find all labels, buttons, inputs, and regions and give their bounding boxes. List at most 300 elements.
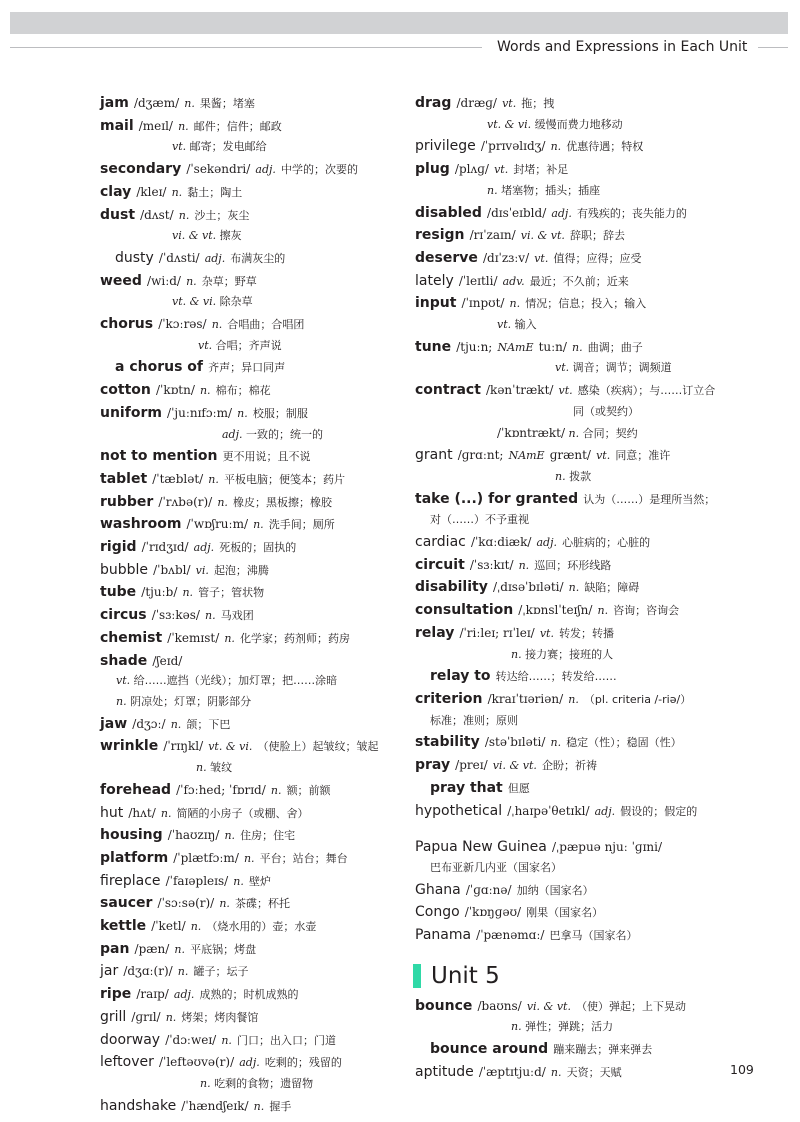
unit-heading	[413, 961, 745, 991]
headword: relay to	[430, 668, 491, 685]
headword: dusty	[115, 249, 154, 266]
phonetic: /tjuːb/	[141, 585, 178, 600]
part-of-speech: vt.	[494, 163, 509, 177]
entry-continuation	[415, 115, 745, 136]
headword: drag	[415, 95, 452, 111]
entry-continuation	[415, 711, 745, 732]
headword: washroom	[100, 516, 182, 533]
part-of-speech: n.	[186, 274, 197, 288]
phonetic: /kraɪˈtɪəriən/	[487, 691, 564, 706]
part-of-speech: n.	[178, 119, 189, 133]
headword: weed	[100, 272, 142, 289]
definition: 橡皮；黑板擦；橡胶	[233, 495, 332, 509]
vocab-entry	[415, 901, 745, 924]
headword: jaw	[100, 715, 128, 732]
headword: pray that	[430, 779, 503, 796]
vocab-entry	[415, 800, 745, 823]
top-gray-band	[10, 12, 788, 34]
definition: 封堵；补足	[513, 163, 569, 177]
part-of-speech: adv.	[502, 274, 525, 288]
headword: Panama	[415, 927, 472, 944]
definition: 一致的；统一的	[246, 427, 324, 441]
part-of-speech: n.	[177, 965, 189, 979]
phonetic: /ˈkɒŋɡəʊ/	[464, 905, 522, 920]
headword: bounce around	[430, 1041, 549, 1058]
phonetic: /ˈrʌbə(r)/	[158, 494, 213, 509]
vocab-entry	[100, 379, 398, 402]
running-header-title: Words and Expressions in Each Unit	[497, 39, 748, 55]
headword: disabled	[415, 204, 482, 221]
variant-label: NAmE	[497, 340, 534, 354]
vocab-entry	[415, 202, 745, 225]
definition: 缺陷；障碍	[584, 581, 640, 595]
definition: 弹性；弹跳；活力	[525, 1020, 614, 1034]
phonetic: /plʌɡ/	[454, 162, 489, 177]
part-of-speech: n.	[568, 581, 580, 595]
headword: saucer	[100, 895, 153, 912]
definition: 调音；调节；调频道	[572, 361, 672, 375]
part-of-speech: n.	[568, 426, 580, 440]
part-of-speech: n.	[208, 472, 219, 486]
definition: 巴拿马（国家名）	[549, 929, 638, 943]
phonetic: /dʌst/	[140, 207, 174, 222]
definition: 值得；应得；应受	[553, 251, 642, 265]
part-of-speech: n.	[160, 806, 172, 820]
part-of-speech: vi. & vt.	[526, 999, 571, 1013]
headword: jar	[100, 963, 119, 980]
vocab-entry	[415, 731, 745, 754]
phonetic: /ˈfaɪəpleɪs/	[165, 873, 229, 888]
part-of-speech: adj.	[204, 251, 226, 265]
phonetic: /ˈkɑːdiæk/	[470, 535, 532, 550]
phonetic: /ˈriːleɪ; rɪˈleɪ/	[459, 625, 535, 640]
phonetic: /ˈpænəmɑː/	[476, 928, 545, 943]
definition: 颌；下巴	[186, 717, 231, 731]
vocab-entry	[415, 554, 745, 577]
right-column	[415, 92, 745, 1084]
headword: privilege	[415, 138, 476, 155]
entry-continuation	[100, 226, 398, 247]
part-of-speech: n.	[184, 97, 195, 110]
phonetic: /ˌdɪsəˈbɪləti/	[492, 580, 564, 595]
entry-continuation	[415, 510, 745, 531]
vocab-entry	[415, 576, 745, 599]
vocab-entry	[100, 513, 398, 536]
definition: 皱纹	[210, 761, 233, 775]
part-of-speech: n.	[270, 783, 282, 797]
definition: 拖；拽	[521, 97, 555, 110]
definition: 对（……）不予重视	[430, 513, 529, 527]
definition: 给……遮挡（光线）；加灯罩；把……涂暗	[133, 674, 338, 688]
headword: tablet	[100, 470, 148, 487]
headword: bounce	[415, 997, 473, 1014]
vocab-entry	[100, 627, 398, 650]
headword: secondary	[100, 161, 182, 178]
variant-phonetic: tuːn/	[538, 339, 567, 354]
headword: cotton	[100, 382, 151, 399]
part-of-speech: adj.	[239, 1056, 260, 1070]
vocab-entry	[100, 915, 398, 938]
headword: disability	[415, 579, 488, 596]
vocab-entry	[100, 892, 398, 915]
entry-continuation	[100, 425, 398, 446]
definition: 拨款	[569, 469, 592, 483]
phonetic: /ˈkɒtn/	[155, 383, 195, 398]
vocab-entry	[415, 754, 745, 777]
part-of-speech: n.	[174, 942, 185, 956]
definition: 齐声；异口同声	[208, 361, 286, 375]
part-of-speech: adj.	[255, 163, 276, 177]
headword: not to mention	[100, 448, 218, 465]
phonetic: /ˈrɪŋkl/	[163, 739, 204, 754]
phonetic: /preɪ/	[455, 758, 488, 773]
phonetic: /pæn/	[134, 941, 170, 956]
part-of-speech: adj.	[173, 988, 195, 1002]
vocab-entry	[415, 379, 745, 402]
definition: 洗手间；厕所	[268, 518, 335, 532]
vocab-entry	[100, 402, 398, 425]
entry-continuation	[415, 858, 745, 879]
vocab-entry	[415, 599, 745, 622]
phonetic: /ˈhaʊzɪŋ/	[167, 828, 220, 843]
headword: tube	[100, 584, 137, 601]
entry-continuation	[100, 692, 398, 713]
headword: forehead	[100, 781, 172, 798]
phonetic: /ˈdʌsti/	[158, 250, 200, 265]
definition: 住房；住宅	[240, 829, 296, 843]
definition: 转达给……；转发给……	[495, 670, 617, 684]
vocab-entry	[100, 158, 398, 181]
phonetic: /ˈæptɪtjuːd/	[478, 1064, 546, 1079]
phonetic: /dɪˈzɜːv/	[482, 250, 530, 265]
part-of-speech: adj.	[222, 427, 243, 441]
definition: 马戏团	[220, 609, 254, 623]
vocab-entry	[100, 445, 398, 468]
headword: uniform	[100, 404, 162, 421]
vocab-entry	[100, 650, 398, 672]
part-of-speech: adj.	[536, 536, 557, 550]
part-of-speech: vt.	[172, 140, 187, 154]
definition: 壁炉	[248, 874, 271, 888]
part-of-speech: n.	[165, 1010, 177, 1024]
definition: 认为（……）是理所当然；	[583, 492, 716, 506]
part-of-speech: adj.	[193, 541, 215, 555]
vocab-entry	[100, 356, 398, 379]
headword: leftover	[100, 1054, 154, 1071]
vocab-entry	[415, 924, 745, 947]
vocab-entry	[100, 491, 398, 514]
phonetic: /ˈprɪvəlɪdʒ/	[480, 139, 546, 154]
entry-continuation	[100, 1074, 398, 1095]
phonetic: /dʒɔː/	[132, 716, 166, 731]
definition: 堵塞物；插头；插座	[501, 183, 601, 197]
part-of-speech: n.	[509, 297, 521, 311]
headword: chemist	[100, 629, 163, 646]
vocab-entry	[415, 444, 745, 467]
headword: criterion	[415, 690, 483, 707]
phonetic: /hʌt/	[128, 805, 156, 820]
definition: 咨询；咨询会	[613, 604, 680, 618]
definition: 合同；契约	[582, 426, 638, 440]
headword: pan	[100, 940, 130, 957]
definition: 巴布亚新几内亚（国家名）	[430, 860, 562, 874]
definition: （使）弹起；上下晃动	[576, 999, 687, 1013]
vocab-entry	[100, 204, 398, 227]
part-of-speech: vt.	[596, 449, 611, 463]
headword: doorway	[100, 1031, 161, 1048]
definition: 同意；准许	[615, 449, 671, 463]
phonetic: /ˈketl/	[151, 919, 186, 934]
part-of-speech: n.	[597, 604, 609, 618]
phonetic: /dʒæm/	[133, 96, 180, 110]
definition: 校服；制服	[252, 406, 308, 420]
phonetic: /dræɡ/	[456, 96, 497, 110]
definition: 平板电脑；便笺本；药片	[223, 472, 345, 486]
definition: 巡回；环形线路	[534, 558, 612, 572]
entry-continuation	[415, 358, 745, 379]
phonetic: /ˈkɒntrækt/	[497, 425, 565, 440]
headword: plug	[415, 161, 450, 178]
phonetic: /ˈleɪtli/	[458, 273, 498, 288]
definition: 最近；不久前；近来	[529, 274, 629, 288]
part-of-speech: n.	[211, 318, 223, 332]
part-of-speech: n.	[550, 1065, 562, 1079]
vocab-entry	[415, 688, 745, 711]
phonetic: /ˈsɜːkɪt/	[469, 557, 514, 572]
phonetic: /ˌhaɪpəˈθetɪkl/	[507, 803, 590, 818]
headword: circus	[100, 607, 147, 624]
headword: input	[415, 295, 457, 312]
definition: 转发；转播	[559, 626, 615, 640]
phonetic: /ˈdɔːweɪ/	[165, 1032, 217, 1047]
definition: （使脸上）起皱纹；皱起	[257, 740, 379, 754]
definition: 标准；准则；原则	[430, 713, 518, 727]
phonetic: /dɪsˈeɪbld/	[487, 205, 547, 220]
part-of-speech: n.	[199, 384, 211, 398]
entry-continuation	[100, 137, 398, 158]
headword: jam	[100, 95, 129, 111]
headword: rigid	[100, 539, 137, 556]
headword: circuit	[415, 556, 465, 573]
vocab-entry	[100, 313, 398, 336]
part-of-speech: n.	[518, 558, 530, 572]
phonetic: /tjuːn;	[456, 339, 493, 354]
headword: consultation	[415, 602, 514, 619]
vocab-entry	[415, 995, 745, 1018]
definition: 心脏病的；心脏的	[562, 536, 651, 550]
entry-continuation	[415, 467, 745, 488]
definition: 成熟的；时机成熟的	[199, 988, 299, 1002]
part-of-speech: adj.	[594, 804, 616, 818]
phonetic: /ɡrɪl/	[131, 1009, 161, 1024]
entry-continuation	[100, 336, 398, 357]
definition: 茶碟；杯托	[235, 897, 290, 911]
part-of-speech: n.	[224, 829, 236, 843]
definition: 化学家；药剂师；药房	[240, 631, 351, 645]
vocab-entry	[415, 336, 745, 359]
phonetic: /ˈhændʃeɪk/	[181, 1098, 249, 1113]
part-of-speech: n.	[178, 208, 190, 222]
vocab-entry	[100, 938, 398, 961]
vocab-entry	[100, 581, 398, 604]
phonetic: /ˈplætfɔːm/	[173, 850, 239, 865]
part-of-speech: vi. & vt.	[492, 759, 537, 773]
vocab-entry	[415, 92, 745, 115]
phonetic: /ˈɡɑːnə/	[465, 882, 512, 897]
definition: 额；前额	[286, 783, 331, 797]
definition: 但愿	[507, 781, 530, 795]
headword: fireplace	[100, 872, 161, 889]
part-of-speech: n.	[555, 469, 566, 483]
entry-continuation	[415, 315, 745, 336]
part-of-speech: vt. & vi.	[208, 740, 253, 754]
phonetic: /ˈkɔːrəs/	[158, 317, 207, 332]
headword: clay	[100, 183, 132, 200]
part-of-speech: vt. & vi.	[487, 117, 532, 131]
entry-continuation	[415, 423, 745, 445]
part-of-speech: n.	[253, 518, 264, 532]
phonetic: /baʊns/	[477, 998, 522, 1013]
vocab-entry	[100, 559, 398, 582]
headword: handshake	[100, 1097, 177, 1114]
vocab-entry	[415, 224, 745, 247]
headword: grant	[415, 447, 453, 464]
headword: hypothetical	[415, 802, 503, 819]
vocab-entry	[415, 270, 745, 293]
part-of-speech: vi. & vt.	[172, 229, 217, 243]
phonetic: /ˈfɔːhed; ˈfɒrɪd/	[176, 782, 266, 797]
vocab-entry	[100, 247, 398, 270]
part-of-speech: n.	[511, 1020, 522, 1034]
headword: rubber	[100, 493, 154, 510]
phonetic: /ˈleftəʊvə(r)/	[159, 1055, 235, 1070]
headword: ripe	[100, 986, 132, 1003]
vocab-entry	[415, 247, 745, 270]
vocab-entry	[415, 1061, 745, 1084]
vocab-entry	[415, 622, 745, 645]
part-of-speech: n.	[217, 495, 228, 509]
headword: contract	[415, 382, 481, 399]
part-of-speech: vt.	[555, 361, 570, 375]
part-of-speech: vi.	[195, 563, 209, 577]
part-of-speech: n.	[550, 736, 562, 750]
vocab-entry	[100, 824, 398, 847]
definition: 吃剩的食物；遗留物	[214, 1076, 314, 1090]
definition: 杂草；野草	[201, 274, 257, 288]
definition: 黏土；陶土	[187, 185, 243, 199]
part-of-speech: n.	[550, 140, 562, 154]
definition: 同（或契约）	[573, 404, 639, 418]
vocab-entry	[415, 531, 745, 554]
part-of-speech: n.	[233, 874, 244, 888]
headword: housing	[100, 827, 163, 844]
vocab-entry	[415, 777, 745, 800]
headword: dust	[100, 206, 136, 223]
vocab-entry	[415, 1038, 745, 1061]
definition: 果酱；堵塞	[199, 97, 255, 110]
part-of-speech: vt.	[558, 384, 573, 398]
headword: take (...) for granted	[415, 490, 579, 507]
headword: hut	[100, 804, 124, 821]
part-of-speech: n.	[219, 897, 230, 911]
part-of-speech: n.	[511, 647, 522, 661]
definition: 稳定（性）；稳固（性）	[566, 736, 682, 750]
phonetic: /stəˈbɪləti/	[484, 735, 546, 750]
entry-continuation	[100, 758, 398, 779]
entry-continuation	[415, 645, 745, 666]
phonetic: /ˈwɒʃruːm/	[186, 517, 248, 532]
phonetic: /ˈbʌbl/	[153, 562, 191, 577]
definition: 辞职；辞去	[569, 229, 625, 243]
definition: 优惠待遇；特权	[566, 140, 644, 154]
part-of-speech: vt.	[534, 251, 549, 265]
vocab-entry	[100, 92, 398, 115]
part-of-speech: vi. & vt.	[520, 229, 565, 243]
part-of-speech: n.	[487, 183, 498, 197]
part-of-speech: n.	[196, 761, 207, 775]
phonetic: /kənˈtrækt/	[486, 383, 554, 398]
vocab-entry	[100, 604, 398, 627]
definition: 合唱；齐声说	[215, 338, 282, 352]
definition: 布满灰尘的	[230, 251, 286, 265]
definition: 企盼；祈祷	[541, 759, 597, 773]
headword: aptitude	[415, 1063, 474, 1080]
part-of-speech: vt.	[198, 338, 213, 352]
left-column	[100, 92, 398, 1117]
vocab-entry	[100, 983, 398, 1006]
part-of-speech: n.	[568, 692, 579, 706]
vocab-entry	[100, 1006, 398, 1029]
vocab-entry	[100, 1095, 398, 1118]
definition: 加纳（国家名）	[516, 883, 594, 897]
definition: 情况；信息；投入；输入	[525, 297, 647, 311]
vocab-entry	[100, 1029, 398, 1052]
definition: 刚果（国家名）	[526, 906, 604, 920]
vocab-entry	[100, 802, 398, 825]
entry-continuation	[100, 292, 398, 313]
variant-phonetic: ɡrænt/	[549, 448, 591, 463]
part-of-speech: vt.	[497, 318, 512, 332]
headword: relay	[415, 624, 455, 641]
entry-continuation	[415, 181, 745, 202]
headword: Papua New Guinea	[415, 839, 547, 856]
definition: 假设的；假定的	[620, 804, 698, 818]
headword: pray	[415, 757, 451, 774]
phonetic: /meɪl/	[138, 118, 173, 133]
part-of-speech: n.	[200, 1076, 211, 1090]
part-of-speech: n.	[237, 406, 248, 420]
phonetic: /ˈrɪdʒɪd/	[141, 540, 189, 555]
definition: 起泡；沸腾	[213, 563, 269, 577]
headword: platform	[100, 849, 169, 866]
definition: 握手	[269, 1099, 292, 1113]
part-of-speech: n.	[182, 586, 194, 600]
headword: Ghana	[415, 881, 461, 898]
vocab-entry	[415, 135, 745, 158]
definition: 棉布；棉花	[215, 384, 271, 398]
headword: Congo	[415, 904, 460, 921]
definition: 邮寄；发电邮给	[189, 140, 267, 154]
vocab-entry	[415, 665, 745, 688]
entry-continuation	[415, 402, 745, 423]
headword: bubble	[100, 561, 149, 578]
vocab-entry	[415, 158, 745, 181]
phonetic: /ˈsɜːkəs/	[151, 608, 200, 623]
phonetic: /ˌpæpuə njuː ˈɡɪni/	[551, 840, 663, 855]
phonetic: /ˈtæblət/	[152, 471, 204, 486]
part-of-speech: n.	[253, 1099, 265, 1113]
definition: 邮件；信件；邮政	[193, 119, 282, 133]
